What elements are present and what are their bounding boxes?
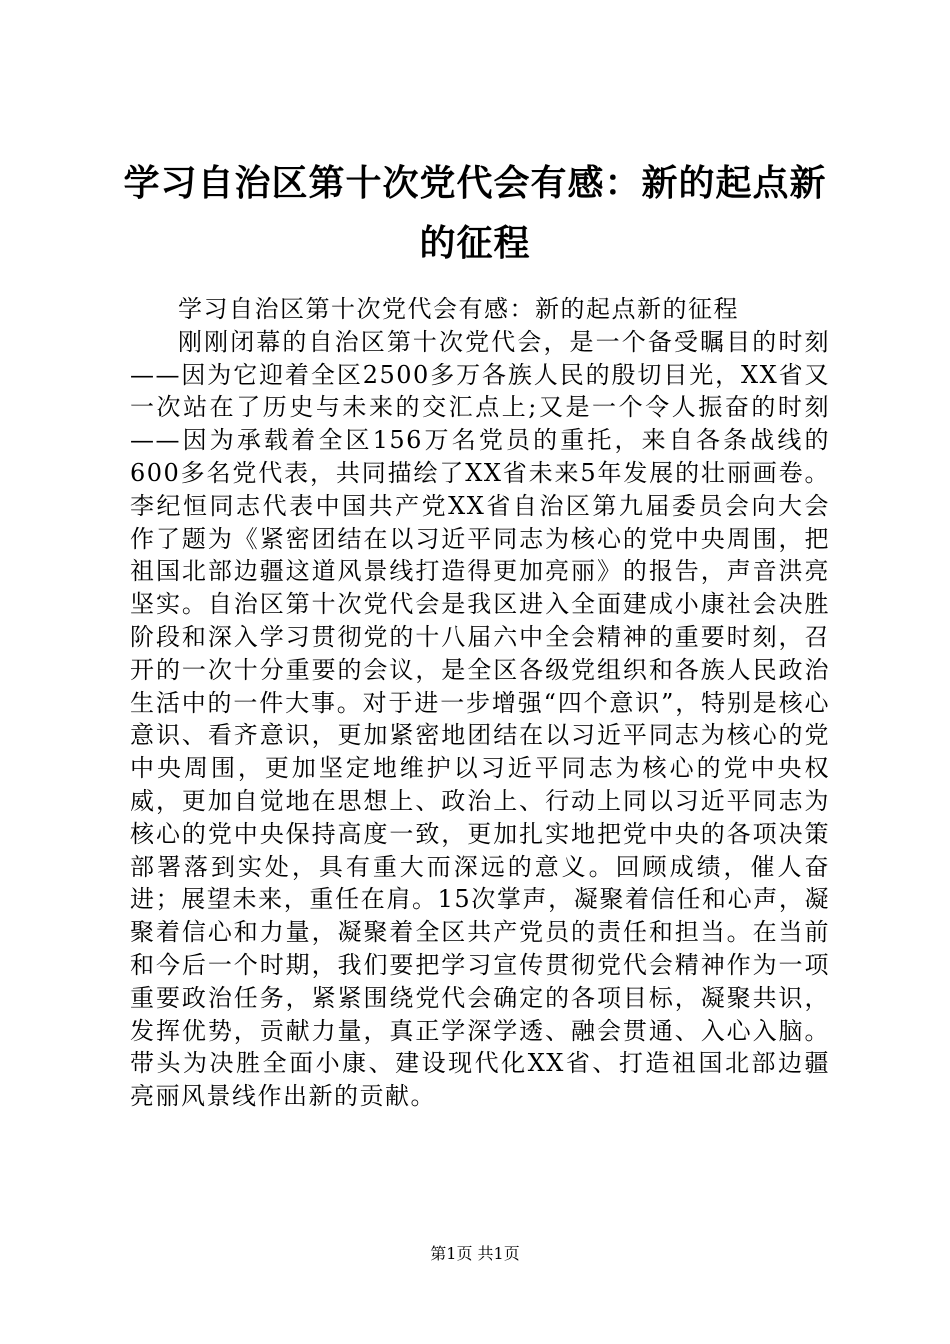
body-paragraph-subtitle: 学习自治区第十次党代会有感：新的起点新的征程 — [178, 295, 739, 323]
body-paragraph-main: 刚刚闭幕的自治区第十次党代会，是一个备受瞩目的时刻——因为它迎着全区2500多万各族人民的殷切目光，XX省又一次站在了历史与未来的交汇点上;又是一个令人振奋的时刻——因为承载着全区156万名党员的重托，来自各条战线的600多名党代表，共同描绘了XX省未来5年发展的壮丽画卷。李纪恒同志代表中国共产党XX省自治区第九届委员会向大会作了题为《紧密团结在以习近平同志为核心的党中央周围，把祖国北部边疆这道风景线打造得更加亮丽》的报告，声音洪亮坚实。自治区第十次党代会是我区进入全面建成小康社会决胜阶段和深入学习贯彻党的十八届六中全会精神的重要时刻，召开的一次十分重要的会议，是全区各级党组织和各族人民政治生活中的一件大事。对于进一步增强“四个意识”，特别是核心意识、看齐意识，更加紧密地团结在以习近平同志为核心的党中央周围，更加坚定地维护以习近平同志为核心的党中央权威，更加自觉地在思想上、政治上、行动上同以习近平同志为核心的党中央保持高度一致，更加扎实地把党中央的各项决策部署落到实处，具有重大而深远的意义。回顾成绩，催人奋进；展望未来，重任在肩。15次掌声，凝聚着信任和心声，凝聚着信心和力量，凝聚着全区共产党员的责任和担当。在当前和今后一个时期，我们要把学习宣传贯彻党代会精神作为一项重要政治任务，紧紧围绕党代会确定的各项目标，凝聚共识，发挥优势，贡献力量，真正学深学透、融会贯通、入心入脑。带头为决胜全面小康、建设现代化XX省、打造祖国北部边疆亮丽风景线作出新的贡献。 — [130, 327, 830, 1111]
page-number-footer: 第1页 共1页 — [430, 1244, 520, 1263]
document-body — [130, 293, 830, 1113]
document-title: 学习自治区第十次党代会有感：新的起点新的征程 — [123, 163, 827, 264]
